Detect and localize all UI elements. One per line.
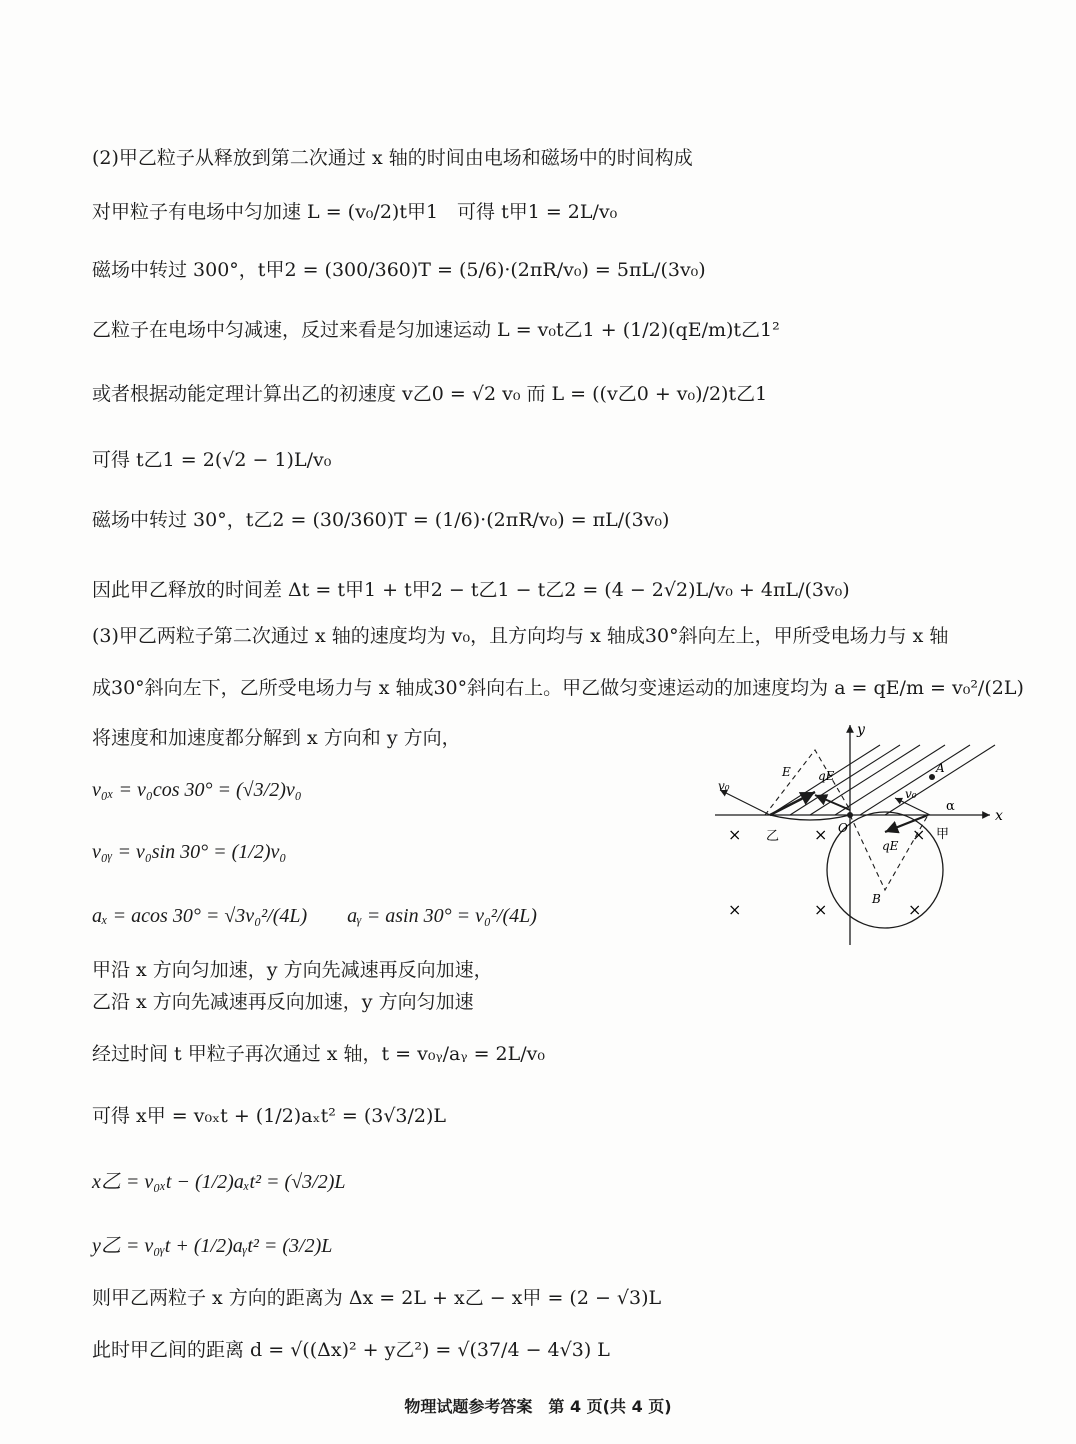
qe-mid-arrow (815, 795, 850, 810)
text-line-13: v₀ᵧ = v₀sin 30° = (1/2)v₀ (92, 841, 287, 863)
text-line-5: 或者根据动能定理计算出乙的初速度 v乙0 = √2 v₀ 而 L = ((v乙0 + v₀)/2)t乙1 (92, 383, 768, 405)
text-line-16: 乙沿 x 方向先减速再反向加速，y 方向匀加速 (92, 991, 474, 1013)
text-line-9: (3)甲乙两粒子第二次通过 x 轴的速度均为 v₀，且方向均与 x 轴成30°斜向左上，甲所受电场力与 x 轴 (92, 625, 949, 647)
y-axis-label: y (857, 722, 865, 738)
text-line-21: 则甲乙两粒子 x 方向的距离为 Δx = 2L + x乙 − x甲 = (2 − √3)L (92, 1287, 662, 1309)
label-e: E (782, 765, 791, 779)
text-line-3: 磁场中转过 300°，t甲2 = (300/360)T = (5/6)·(2πR/v₀) = 5πL/(3v₀) (92, 259, 706, 281)
cross-mark: × (814, 900, 828, 919)
text-line-20: y乙 = v₀ᵧt + (1/2)aᵧt² = (3/2)L (92, 1235, 333, 1257)
label-qe-bottom: qE (882, 839, 899, 853)
cross-mark: × (912, 825, 926, 844)
text-line-4: 乙粒子在电场中匀减速，反过来看是匀加速运动 L = v₀t乙1 + (1/2)(qE/m)t乙1² (92, 319, 780, 341)
point-a (929, 774, 935, 780)
text-line-10: 成30°斜向左下，乙所受电场力与 x 轴成30°斜向右上。甲乙做匀变速运动的加速度均为 a = qE/m = v₀²/(2L) (92, 677, 1024, 699)
text-line-18: 可得 x甲 = v₀ₓt + (1/2)aₓt² = (3√3/2)L (92, 1105, 447, 1127)
label-yi: 乙 (766, 829, 780, 844)
yi-trajectory (770, 815, 850, 820)
point-o (847, 812, 853, 818)
text-line-7: 磁场中转过 30°，t乙2 = (30/360)T = (1/6)·(2πR/v₀) = πL/(3v₀) (92, 509, 670, 531)
text-line-6: 可得 t乙1 = 2(√2 − 1)L/v₀ (92, 449, 332, 471)
text-line-14: aₓ = acos 30° = √3v₀²/(4L) aᵧ = asin 30° = v₀²/(4L) (92, 905, 537, 927)
label-jia: 甲 (936, 827, 950, 842)
text-line-19: x乙 = v₀ₓt − (1/2)aₓt² = (√3/2)L (92, 1171, 346, 1193)
label-qe-top: qE (818, 769, 835, 783)
label-a: A (936, 761, 945, 775)
electric-field-lines (770, 745, 995, 815)
text-line-17: 经过时间 t 甲粒子再次通过 x 轴，t = v₀ᵧ/aᵧ = 2L/v₀ (92, 1043, 545, 1065)
text-line-8: 因此甲乙释放的时间差 Δt = t甲1 + t甲2 − t乙1 − t乙2 = (4 − 2√2)L/v₀ + 4πL/(3v₀) (92, 579, 850, 601)
label-v0-right: v₀ (905, 787, 917, 801)
text-line-2: 对甲粒子有电场中匀加速 L = (v₀/2)t甲1 可得 t甲1 = 2L/v₀ (92, 201, 618, 223)
label-o: O (838, 821, 848, 835)
v0-left-arrow (720, 790, 770, 815)
cross-mark: × (814, 825, 828, 844)
page-footer: 物理试题参考答案 第 4 页(共 4 页) (404, 1397, 672, 1416)
label-b: B (872, 892, 881, 906)
field-diagram (710, 720, 1010, 950)
cross-mark: × (728, 825, 742, 844)
text-line-11: 将速度和加速度都分解到 x 方向和 y 方向， (92, 727, 461, 749)
cross-mark: × (728, 900, 742, 919)
text-line-22: 此时甲乙间的距离 d = √((Δx)² + y乙²) = √(37/4 − 4√3) L (92, 1339, 610, 1361)
text-line-12: v₀ₓ = v₀cos 30° = (√3/2)v₀ (92, 779, 302, 801)
label-v0-left: v₀ (718, 779, 730, 793)
cross-mark: × (908, 900, 922, 919)
text-line-15: 甲沿 x 方向匀加速，y 方向先减速再反向加速， (92, 959, 493, 981)
text-line-1: (2)甲乙粒子从释放到第二次通过 x 轴的时间由电场和磁场中的时间构成 (92, 147, 693, 169)
x-axis-label: x (995, 808, 1003, 824)
label-alpha: α (946, 799, 955, 814)
